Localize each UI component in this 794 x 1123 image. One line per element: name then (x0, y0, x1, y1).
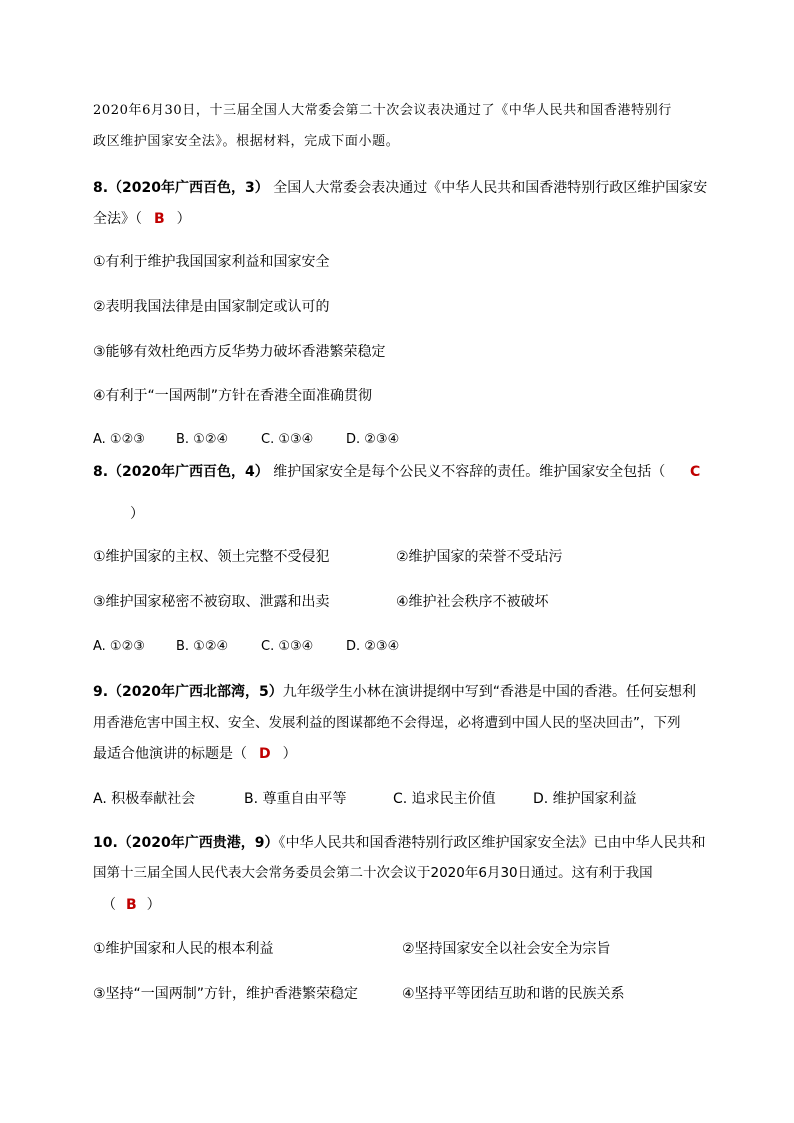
intro-line-1: 2020年6月30日，十三届全国人大常委会第二十次会议表决通过了《中华人民共和国香港特别行 (93, 103, 672, 118)
q4-item-1: ①维护国家和人民的根本利益 (93, 941, 274, 957)
q2-item-2: ②维护国家的荣誉不受玷污 (396, 549, 563, 565)
q4-item-2: ②坚持国家安全以社会安全为宗旨 (402, 941, 611, 957)
q3-options (93, 789, 637, 809)
q2-item-1: ①维护国家的主权、领土完整不受侵犯 (93, 549, 330, 565)
q1-option-c: C. ①③④ (261, 432, 314, 447)
q1-item-2: ②表明我国法律是由国家制定或认可的 (93, 299, 330, 315)
q1-stem-post: ） (176, 211, 191, 227)
q1-option-d: D. ②③④ (346, 432, 400, 447)
q2-stem-line-1 (93, 462, 665, 482)
q2-stem-line-2: ） (130, 506, 144, 522)
q4-item-3: ③坚持“一国两制”方针，维护香港繁荣稳定 (93, 986, 359, 1002)
q1-answer: B (154, 211, 165, 227)
q1-number: 8.（2020年广西百色，3） (93, 180, 269, 196)
q3-stem-line-2: 用香港危害中国主权、安全、发展利益的图谋都绝不会得逞，必将遭到中国人民的坚决回击”，下列 (93, 715, 681, 731)
q2-item-4: ④维护社会秩序不被破坏 (396, 594, 549, 610)
q3-stem-text: 九年级学生小林在演讲提纲中写到“香港是中国的香港。任何妄想利 (282, 684, 697, 700)
q4-answer: B (126, 897, 137, 913)
q3-option-a: A. 积极奉献社会 (93, 791, 196, 807)
q4-stem-text: 《中华人民共和国香港特别行政区维护国家安全法》已由中华人民共和 (278, 835, 706, 851)
q4-item-4: ④坚持平等团结互助和谐的民族关系 (402, 986, 625, 1002)
q1-stem-text: 全国人大常委会表决通过《中华人民共和国香港特别行政区维护国家安 (273, 180, 708, 196)
q2-option-c: C. ①③④ (261, 639, 314, 654)
q1-option-b: B. ①②④ (176, 432, 229, 447)
q3-stem-pre: 最适合他演讲的标题是（ (93, 746, 247, 762)
q4-stem-post: ） (146, 897, 161, 913)
q3-stem-line-3 (93, 744, 297, 764)
q3-option-b: B. 尊重自由平等 (244, 791, 347, 807)
q2-option-d: D. ②③④ (346, 639, 400, 654)
q1-options (93, 430, 399, 450)
q2-item-3: ③维护国家秘密不被窃取、泄露和出卖 (93, 594, 330, 610)
q4-stem-line-1 (93, 833, 706, 853)
q1-item-4: ④有利于“一国两制”方针在香港全面准确贯彻 (93, 388, 373, 404)
q4-stem-line-3 (102, 895, 161, 915)
intro-line-2: 政区维护国家安全法》。根据材料，完成下面小题。 (93, 134, 400, 149)
q3-stem-line-1 (93, 682, 696, 702)
q4-number: 10.（2020年广西贵港，9） (93, 835, 279, 851)
q3-answer: D (259, 746, 271, 762)
q1-option-a: A. ①②③ (93, 432, 145, 447)
q2-number: 8.（2020年广西百色，4） (93, 464, 269, 480)
q2-stem-text: 维护国家安全是每个公民义不容辞的责任。维护国家安全包括（ (273, 464, 666, 480)
q3-number: 9.（2020年广西北部湾，5） (93, 684, 283, 700)
q2-options (93, 637, 399, 657)
q1-stem-line-2 (93, 209, 191, 229)
q1-stem-line-1 (93, 178, 707, 198)
q1-item-3: ③能够有效杜绝西方反华势力破坏香港繁荣稳定 (93, 344, 386, 360)
q3-option-c: C. 追求民主价值 (393, 791, 496, 807)
q4-stem-line-2: 国第十三届全国人民代表大会常务委员会第二十次会议于2020年6月30日通过。这有利于我国 (93, 865, 653, 881)
q3-stem-post: ） (282, 746, 297, 762)
q1-item-1: ①有利于维护我国国家利益和国家安全 (93, 254, 330, 270)
q3-option-d: D. 维护国家利益 (533, 791, 637, 807)
q2-option-a: A. ①②③ (93, 639, 145, 654)
q4-stem-pre: （ (102, 897, 116, 913)
q1-stem-pre: 全法》（ (93, 211, 142, 227)
q2-option-b: B. ①②④ (176, 639, 229, 654)
q2-answer: C (690, 464, 701, 480)
